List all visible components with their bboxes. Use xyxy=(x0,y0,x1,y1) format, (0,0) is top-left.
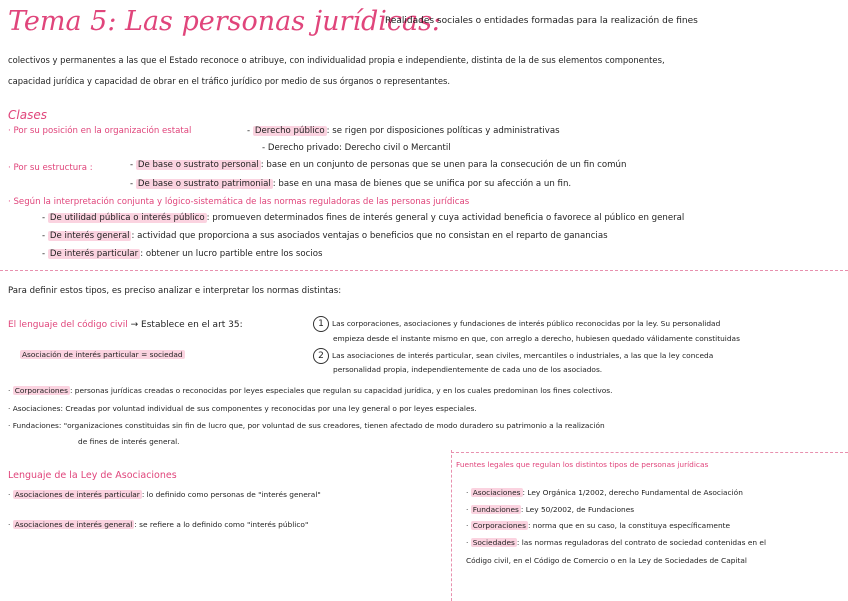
estructura-item: - De base o sustrato personal : base en un conjunto de personas que se unen para la consecución de un fin común xyxy=(130,160,627,170)
term: Sociedades xyxy=(472,538,515,547)
term: De base o sustrato patrimonial xyxy=(137,179,271,189)
point-2-cont: personalidad propia, independientemente de cada uno de los asociados. xyxy=(333,365,603,374)
number-badge: 2 xyxy=(313,348,329,364)
ley-item: · Asociaciones de interés particular : lo definido como personas de "interés general" xyxy=(8,490,321,499)
desc: : lo definido como personas de "interés general" xyxy=(141,490,321,499)
fuente-item: · Sociedades : las normas reguladoras del contrato de sociedad contenidas en el xyxy=(466,538,766,547)
term: Corporaciones xyxy=(14,386,68,395)
point-1-cont: empieza desde el instante mismo en que, con arreglo a derecho, hubiesen quedado válidamente constituidas xyxy=(333,334,740,343)
desc: : base en un conjunto de personas que se unen para la consecución de un fin común xyxy=(260,160,627,170)
side-note-text: Asociación de interés particular = sociedad xyxy=(22,350,183,359)
page-title: Tema 5: Las personas jurídicas: xyxy=(8,6,442,37)
desc: : Derecho civil o Mercantil xyxy=(338,143,451,153)
fuentes-heading: Fuentes legales que regulan los distintos tipos de personas jurídicas xyxy=(456,460,709,469)
box-divider xyxy=(451,452,848,453)
fuente-item: · Asociaciones : Ley Orgánica 1/2002, derecho Fundamental de Asociación xyxy=(466,488,743,497)
organizacion-label: · Por su posición en la organización estatal xyxy=(8,126,192,136)
desc: : actividad que proporciona a sus asociados ventajas o beneficios que no consistan en el reparto de ganancias xyxy=(131,231,608,241)
fuente-item-cont: Código civil, en el Código de Comercio o en la Ley de Sociedades de Capital xyxy=(466,556,747,565)
point-2 xyxy=(313,348,713,364)
term: De utilidad pública o interés público xyxy=(49,213,205,223)
point-text: Las asociaciones de interés particular, sean civiles, mercantiles o industriales, a las que la ley conceda xyxy=(332,351,714,360)
desc: : Ley 50/2002, de Fundaciones xyxy=(520,505,635,514)
desc: : obtener un lucro partible entre los socios xyxy=(140,249,323,259)
estructura-item: - De base o sustrato patrimonial : base en una masa de bienes que se unifica por su afección a un fin. xyxy=(130,179,572,189)
desc: : norma que en su caso, la constituya específicamente xyxy=(527,521,731,530)
point-text: Las corporaciones, asociaciones y fundaciones de interés público reconocidas por la ley. Su personalidad xyxy=(332,319,721,328)
desc: : promueven determinados fines de interés general y cuya actividad beneficia o favorece al público en general xyxy=(206,213,685,223)
definition-line-3: capacidad jurídica y capacidad de obrar en el tráfico jurídico por medio de sus órganos o representantes. xyxy=(8,76,451,86)
term: De base o sustrato personal xyxy=(137,160,259,170)
term: Asociaciones de interés particular xyxy=(14,490,140,499)
desc: : las normas reguladoras del contrato de sociedad contenidas en el xyxy=(516,538,766,547)
desc: : se rigen por disposiciones políticas y administrativas xyxy=(326,126,560,136)
desc: : "organizaciones constituidas sin fin de lucro que, por voluntad de sus creadores, tienen afectado de modo duradero su patrimonio a la realización xyxy=(58,421,605,430)
term: De interés general xyxy=(49,231,130,241)
term: Asociaciones xyxy=(12,404,61,413)
side-note xyxy=(20,350,185,360)
def-asociaciones: · Asociaciones: Creadas por voluntad individual de sus componentes y reconocidas por una ley general o por leyes especiales. xyxy=(8,404,477,413)
term: Corporaciones xyxy=(472,521,526,530)
codigo-civil-label: El lenguaje del código civil xyxy=(8,320,128,330)
codigo-civil-line xyxy=(8,320,243,330)
clases-heading: Clases xyxy=(8,108,47,122)
term: Fundaciones xyxy=(12,421,59,430)
desc: : Creadas por voluntad individual de sus componentes y reconocidas por una ley general o por leyes especiales. xyxy=(60,404,477,413)
def-fundaciones-cont: de fines de interés general. xyxy=(78,437,180,446)
term: Asociaciones de interés general xyxy=(14,520,133,529)
term: Derecho privado xyxy=(267,143,339,153)
ley-heading: Lenguaje de la Ley de Asociaciones xyxy=(8,470,177,481)
definition-line-2: colectivos y permanentes a las que el Estado reconoce o atribuye, con individualidad propia e independiente, distinta de la de sus elementos componentes, xyxy=(8,55,665,65)
desc: : personas jurídicas creadas o reconocidas por leyes especiales que regulan su capacidad jurídica, y en los cuales predominan los fines colectivos. xyxy=(69,386,613,395)
organizacion-item: - Derecho público : se rigen por disposiciones políticas y administrativas xyxy=(247,126,560,136)
interpretacion-label: · Según la interpretación conjunta y lógico-sistemática de las normas reguladoras de las personas jurídicas xyxy=(8,197,470,207)
term: Asociaciones xyxy=(472,488,521,497)
point-1 xyxy=(313,316,720,332)
interpretacion-item: - De utilidad pública o interés público : promueven determinados fines de interés general y cuya actividad beneficia o favorece al público en general xyxy=(42,213,685,223)
desc: : base en una masa de bienes que se unifica por su afección a un fin. xyxy=(272,179,572,189)
desc: : se refiere a lo definido como "interés público" xyxy=(134,520,309,529)
term: Derecho público xyxy=(254,126,325,136)
divider xyxy=(0,270,848,271)
fuente-item: · Fundaciones : Ley 50/2002, de Fundaciones xyxy=(466,505,635,514)
interpretacion-item: - De interés general : actividad que proporciona a sus asociados ventajas o beneficios que no consistan en el reparto de ganancias xyxy=(42,231,608,241)
organizacion-item: - Derecho privado: Derecho civil o Mercantil xyxy=(262,143,451,153)
term: Fundaciones xyxy=(472,505,519,514)
estructura-label: · Por su estructura : xyxy=(8,163,93,173)
desc: : Ley Orgánica 1/2002, derecho Fundamental de Asociación xyxy=(522,488,743,497)
def-corporaciones: · Corporaciones : personas jurídicas creadas o reconocidas por leyes especiales que regulan su capacidad jurídica, y en los cuales predominan los fines colectivos. xyxy=(8,386,613,395)
title-definition: Realidades sociales o entidades formadas para la realización de fines xyxy=(385,16,698,26)
ley-item: · Asociaciones de interés general : se refiere a lo definido como "interés público" xyxy=(8,520,309,529)
box-divider-vertical xyxy=(451,450,452,601)
codigo-civil-arrow: → Establece en el art 35: xyxy=(130,320,243,330)
term: De interés particular xyxy=(49,249,139,259)
def-fundaciones: · Fundaciones: "organizaciones constituidas sin fin de lucro que, por voluntad de sus creadores, tienen afectado de modo duradero su patrimonio a la realización xyxy=(8,421,605,430)
definir-text: Para definir estos tipos, es preciso analizar e interpretar los normas distintas: xyxy=(8,286,342,296)
fuente-item: · Corporaciones : norma que en su caso, la constituya específicamente xyxy=(466,521,731,530)
number-badge: 1 xyxy=(313,316,329,332)
interpretacion-item: - De interés particular : obtener un lucro partible entre los socios xyxy=(42,249,323,259)
